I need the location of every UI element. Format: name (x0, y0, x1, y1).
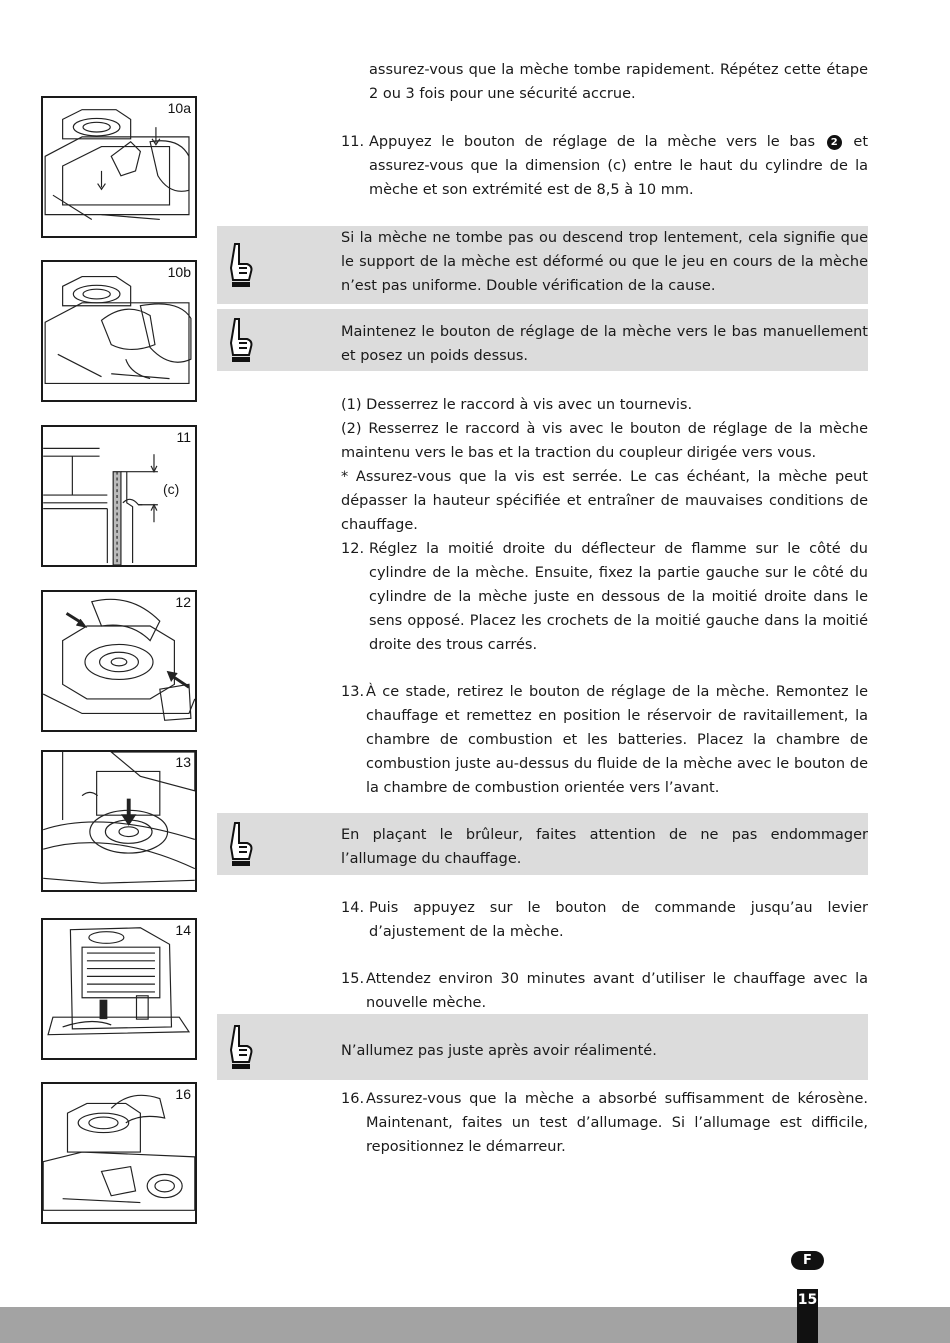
figure-16 (41, 1082, 197, 1224)
figure-13 (41, 750, 197, 892)
paragraph: (2) Resserrez le raccord à vis avec le bouton de réglage de la mèche maintenu vers le bas et la traction du coupleur dirigée vers vous. (341, 421, 868, 461)
figure-label: 11 (176, 429, 191, 445)
figure-14-drawing (43, 920, 195, 1058)
figure-10a-drawing (43, 98, 195, 236)
figure-label: 16 (175, 1086, 191, 1102)
figure-label: 13 (175, 754, 191, 770)
step-12-text: Réglez la moitié droite du déflecteur de flamme sur le côté du cylindre de la mèche. Ensuite, fixez la partie gauche sur le côté du cylindre de la mèche juste en dessous de la moitié droite dans le sens opposé. Placez les crochets de la moitié gauche dans la moitié droite des trous carrés. (369, 541, 868, 653)
note-box (217, 226, 868, 304)
step-12-number: 12. (341, 541, 365, 557)
step-badge: 2 (827, 135, 842, 150)
dimension-c-label: (c) (163, 481, 180, 497)
step-14-number: 14. (341, 900, 365, 916)
note-box (217, 813, 868, 875)
pointing-hand-icon (223, 315, 257, 365)
step-15-number: 15. (341, 971, 365, 987)
figure-10b-drawing (43, 262, 195, 400)
figure-12-drawing (43, 592, 195, 730)
step-11-text-a: Appuyez le bouton de réglage de la mèche vers le bas (369, 134, 816, 150)
step-16-number: 16. (341, 1091, 365, 1107)
step-16-text: Assurez-vous que la mèche a absorbé suffisamment de kérosène. Maintenant, faites un test d’allumage. Si l’allumage est difficile, repositionnez le démarreur. (366, 1091, 868, 1155)
step-11-number: 11. (341, 134, 365, 150)
note-box (217, 309, 868, 371)
step-11-text-b: et assurez-vous que la dimension (c) entre le haut du cylindre de la mèche et son extrémité est de 8,5 à 10 mm. (369, 134, 869, 198)
step-15-text: Attendez environ 30 minutes avant d’utiliser le chauffage avec la nouvelle mèche. (366, 971, 868, 1011)
paragraph: (1) Desserrez le raccord à vis avec un tournevis. (341, 397, 693, 413)
figure-16-drawing (43, 1084, 195, 1222)
figure-11 (41, 425, 197, 567)
note-text: Si la mèche ne tombe pas ou descend trop lentement, cela signifie que le support de la mèche est déformé ou que le jeu en cours de la mèche n’est pas uniforme. Double vérification de la cause. (341, 230, 868, 294)
step-14-text: Puis appuyez sur le bouton de commande jusqu’au levier d’ajustement de la mèche. (369, 900, 868, 940)
figure-label: 10a (167, 100, 191, 116)
note-text: N’allumez pas juste après avoir réalimenté. (341, 1043, 657, 1059)
figure-13-drawing (43, 752, 195, 890)
step-13-text: À ce stade, retirez le bouton de réglage de la mèche. Remontez le chauffage et remettez en position le réservoir de ravitaillement, la chambre de combustion et les batteries. Placez la chambre de combustion juste au-dessus du fluide de la mèche avec le bouton de la chambre de combustion orientée vers l’avant. (366, 684, 868, 796)
figure-14 (41, 918, 197, 1060)
figure-10b (41, 260, 197, 402)
page-number: 15 (797, 1289, 818, 1343)
language-badge: F (791, 1251, 824, 1270)
note-text: En plaçant le brûleur, faites attention de ne pas endommager l’allumage du chauffage. (341, 827, 868, 867)
figure-10a (41, 96, 197, 238)
pointing-hand-icon (223, 819, 257, 869)
figure-label: 12 (175, 594, 191, 610)
paragraph: * Assurez-vous que la vis est serrée. Le cas échéant, la mèche peut dépasser la hauteur spécifiée et entraîner de mauvaises conditions de chauffage. (341, 469, 868, 533)
figure-label: 14 (175, 922, 191, 938)
step-13-number: 13. (341, 684, 365, 700)
step-11-text (369, 130, 868, 202)
intro-text: assurez-vous que la mèche tombe rapidement. Répétez cette étape 2 ou 3 fois pour une sécurité accrue. (369, 62, 868, 102)
figure-label: 10b (167, 264, 191, 280)
pointing-hand-icon (223, 1022, 257, 1072)
note-text: Maintenez le bouton de réglage de la mèche vers le bas manuellement et posez un poids dessus. (341, 324, 868, 364)
pointing-hand-icon (223, 240, 257, 290)
note-box (217, 1014, 868, 1080)
figure-12 (41, 590, 197, 732)
